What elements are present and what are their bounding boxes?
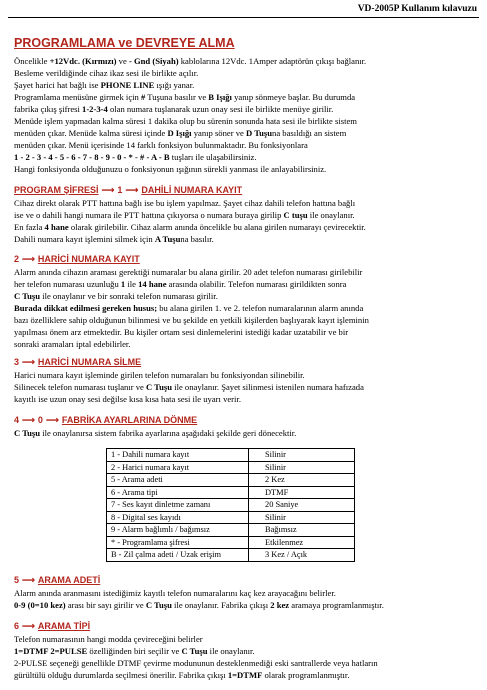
section-2-line-6: yapılması önem arz etmektedir. Bu kişiler ortam sesi dinlemelerini istediği kadar uzatabilir ve bir bbox=[14, 327, 349, 337]
table-cell: 3 Kez / Açık bbox=[249, 549, 355, 562]
table-cell: 7 - Ses kayıt dinletme zamanı bbox=[107, 499, 249, 512]
intro-line-9: 1 - 2 - 3 - 4 - 5 - 6 - 7 - 8 - 9 - 0 - * - # - A - B tuşları ile ulaşabilirsiniz. bbox=[14, 152, 257, 162]
table-cell: 2 - Harici numara kayıt bbox=[107, 461, 249, 474]
table-cell: 2 Kez bbox=[249, 474, 355, 487]
section-2-heading: 2 ⟶ HARİCİ NUMARA KAYIT bbox=[14, 254, 140, 264]
table-cell: 8 - Digital ses kayıdı bbox=[107, 511, 249, 524]
section-2-line-4: Burada dikkat edilmesi gereken husus; bu alana girilen 1. ve 2. telefon numaralarının alarm anında bbox=[14, 303, 364, 313]
section-3-heading: 3 ⟶ HARİCİ NUMARA SİLME bbox=[14, 357, 142, 367]
page-title: PROGRAMLAMA ve DEVREYE ALMA bbox=[14, 36, 235, 50]
section-2-line-3: C Tuşu ile onaylanır ve bir sonraki telefon numarası girilir. bbox=[14, 291, 218, 301]
section-5-line-2: 0-9 (0=10 kez) arası bir sayı girilir ve C Tuşu ile onaylanır. Fabrika çıkışı 2 kez aramaya programlanmıştır. bbox=[14, 600, 384, 610]
section-1-heading: PROGRAM ŞİFRESİ ⟶ 1 ⟶ DAHİLİ NUMARA KAYIT bbox=[14, 185, 243, 195]
intro-line-8: menüden çıkar. Menü içerisinde 14 farklı fonksiyon bulunmaktadır. Bu fonksiyonlara bbox=[14, 140, 308, 150]
arrow-icon: ⟶ bbox=[22, 621, 35, 631]
table-cell: Silinir bbox=[249, 511, 355, 524]
section-1-line-3: En fazla 4 hane olarak girilebilir. Cihaz alarm anında öncelikle bu alana girilen numarayı çevirecektir. bbox=[14, 222, 366, 232]
table-cell: DTMF bbox=[249, 486, 355, 499]
table-cell: 1 - Dahili numara kayıt bbox=[107, 449, 249, 462]
table-row bbox=[107, 549, 355, 562]
section-5-heading: 5 ⟶ ARAMA ADETİ bbox=[14, 575, 101, 585]
arrow-icon: ⟶ bbox=[22, 415, 35, 425]
section-4-line-1: C Tuşu ile onaylanırsa sistem fabrika ayarlarına aşağıdaki şekilde geri dönecektir. bbox=[14, 428, 297, 438]
section-6-heading: 6 ⟶ ARAMA TİPİ bbox=[14, 621, 91, 631]
section-6-line-1: Telefon numarasının hangi modda çevireceğini belirler bbox=[14, 634, 203, 644]
table-row bbox=[107, 449, 355, 462]
factory-settings-table bbox=[106, 448, 355, 562]
section-1-line-1: Cihaz direkt olarak PTT hattına bağlı ise bu işlem yapılmaz. Şayet cihaz dahili telefon hattına bağlı bbox=[14, 198, 356, 208]
table-cell: 5 - Arama adeti bbox=[107, 474, 249, 487]
section-2-line-5: bazı özelliklere sahip olduğunun bilinmesi ve bu şekilde en yetkili kişilerden başlıyarak kayıt işleminin bbox=[14, 315, 369, 325]
table-row bbox=[107, 511, 355, 524]
section-6-line-4: gürültülü olduğu durumlarda seçilmesi önerilir. Fabrika çıkışı 1=DTMF olarak programlanmıştır. bbox=[14, 670, 350, 680]
intro-line-6: Menüde işlem yapmadan kalma süresi 1 dakika olup bu sürenin sonunda hata sesi ile birlikte sistem bbox=[14, 116, 357, 126]
table-row bbox=[107, 499, 355, 512]
section-2-line-1: Alarm anında cihazın araması gerektiği numaralar bu alana girilir. 20 adet telefon numarası girilebilir bbox=[14, 267, 363, 277]
section-6-line-2: 1=DTMF 2=PULSE özelliğinden biri seçilir ve C Tuşu ile onaylanır. bbox=[14, 646, 255, 656]
table-cell: Silinir bbox=[249, 461, 355, 474]
arrow-icon: ⟶ bbox=[101, 185, 115, 195]
section-3-line-3: kayıtlı ise uzun onay sesi değilse kısa kısa hata sesi ile uyarı verir. bbox=[14, 394, 241, 404]
table-cell: 20 Saniye bbox=[249, 499, 355, 512]
header-divider bbox=[8, 17, 479, 18]
arrow-icon: ⟶ bbox=[22, 357, 35, 367]
arrow-icon: ⟶ bbox=[22, 575, 35, 585]
intro-line-3: Şayet harici hat bağlı ise PHONE LINE ışığı yanar. bbox=[14, 80, 195, 90]
section-6-line-3: 2-PULSE seçeneği genellikle DTMF çevirme modununun desteklenmediği eski santrallerde veya hatların bbox=[14, 658, 378, 668]
intro-line-4: Programlama menüsüne girmek için # Tuşuna basılır ve B Işığı yanıp sönmeye başlar. Bu durumda bbox=[14, 92, 356, 102]
section-5-line-1: Alarm anında aranmasını istediğimiz kayıtlı telefon numaralarını kaç kez arayacağını belirler. bbox=[14, 588, 336, 598]
section-2-line-2: her telefon numarası uzunluğu 1 ile 14 hane arasında olabilir. Telefon numarası girildikten sonra bbox=[14, 279, 347, 289]
intro-line-7: menüden çıkar. Menüde kalma süresi içinde D Işığı yanıp söner ve D Tuşuna basıldığı an sistem bbox=[14, 128, 347, 138]
arrow-icon: ⟶ bbox=[125, 185, 139, 195]
page-header-title: VD-2005P Kullanım kılavuzu bbox=[357, 4, 477, 14]
intro-line-1: Öncelikle +12Vdc. (Kırmızı) ve - Gnd (Siyah) kablolarına 12Vdc. 1Amper adaptörün çıkışı bağlanır. bbox=[14, 56, 367, 66]
table-cell: B - Zil çalma adeti / Uzak erişim bbox=[107, 549, 249, 562]
table-row bbox=[107, 486, 355, 499]
table-cell: * - Programlama şifresi bbox=[107, 536, 249, 549]
table-row bbox=[107, 461, 355, 474]
arrow-icon: ⟶ bbox=[45, 415, 59, 425]
table-row bbox=[107, 524, 355, 537]
table-row bbox=[107, 474, 355, 487]
table-cell: 6 - Arama tipi bbox=[107, 486, 249, 499]
section-4-heading: 4 ⟶ 0 ⟶ FABRİKA AYARLARINA DÖNME bbox=[14, 415, 198, 425]
section-2-line-7: sonraki aramaları iptal edebilirler. bbox=[14, 339, 131, 349]
table-cell: Etkilenmez bbox=[249, 536, 355, 549]
section-3-line-2: Silinecek telefon numarası tuşlanır ve C Tuşu ile onaylanır. Şayet silinmesi istenilen numara hafızada bbox=[14, 382, 364, 392]
table-cell: Silinir bbox=[249, 449, 355, 462]
arrow-icon: ⟶ bbox=[22, 254, 35, 264]
section-1-line-2: ise ve o dahili hangi numara ile PTT hattına çıkıyorsa o numara buraya girilip C tuşu ile onaylanır. bbox=[14, 210, 355, 220]
table-cell: Bağımsız bbox=[249, 524, 355, 537]
intro-line-10: Hangi fonksiyonda olduğunuzu o fonksiyonun ışığının sürekli yanması ile anlayabilirsiniz. bbox=[14, 164, 327, 174]
table-row bbox=[107, 536, 355, 549]
section-1-line-4: Dahili numara kayıt işlemini silmek için A Tuşuna basılır. bbox=[14, 234, 214, 244]
intro-line-5: fabrika çıkış şifresi 1-2-3-4 olan numara tuşlanarak uzun onay sesi ile birlikte menüye girilir. bbox=[14, 104, 334, 114]
intro-line-2: Besleme verildiğinde cihaz ikaz sesi ile birlikte açılır. bbox=[14, 68, 199, 78]
section-3-line-1: Harici numara kayıt işleminde girilen telefon numaraları bu fonksiyondan silinebilir. bbox=[14, 370, 305, 380]
table-cell: 9 - Alarm bağlımlı / bağımsız bbox=[107, 524, 249, 537]
